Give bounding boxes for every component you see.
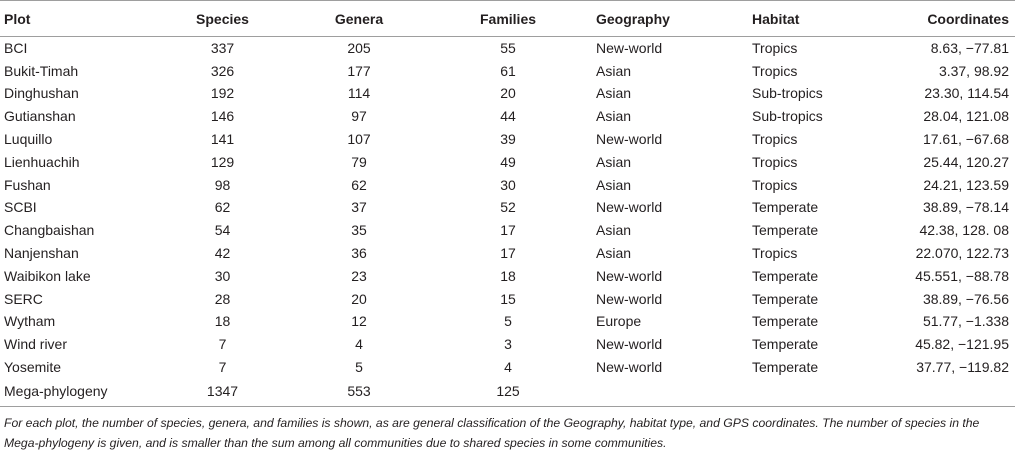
cell-geography: New-world	[596, 40, 663, 57]
cell-genera: 79	[351, 153, 367, 170]
cell-species: 7	[218, 336, 227, 353]
cell-plot: Mega-phylogeny	[4, 383, 108, 400]
table-row	[0, 356, 1015, 379]
table-row	[0, 128, 1015, 151]
table-caption: For each plot, the number of species, genera, and families is shown, as are general classification of the Geography, habitat type, and GPS coordinates. The number of species in the Mega-phylogeny is given, and is smaller than the sum among all communities due to shared species in some communities.	[4, 416, 980, 451]
cell-species: 62	[214, 199, 231, 216]
cell-species: 337	[210, 40, 235, 57]
cell-genera: 4	[355, 336, 363, 353]
cell-coordinates: 42.38, 128. 08	[919, 222, 1009, 239]
cell-genera: 107	[347, 131, 371, 148]
cell-habitat: Temperate	[752, 267, 819, 284]
cell-species: 30	[214, 267, 231, 284]
cell-geography: New-world	[596, 131, 663, 148]
cell-families: 52	[500, 199, 516, 216]
cell-families: 15	[500, 290, 516, 307]
cell-plot: Lienhuachih	[4, 153, 80, 170]
cell-families: 18	[500, 267, 516, 284]
cell-geography: Europe	[596, 313, 642, 330]
cell-plot: Yosemite	[4, 359, 62, 376]
cell-species: 54	[214, 222, 231, 239]
cell-species: 28	[214, 290, 231, 307]
table-row	[0, 196, 1015, 219]
cell-habitat: Temperate	[752, 290, 819, 307]
cell-plot: Nanjenshan	[4, 245, 79, 262]
cell-geography: Asian	[596, 222, 632, 239]
table-row	[0, 82, 1015, 105]
cell-genera: 177	[347, 62, 371, 79]
cell-plot: Luquillo	[4, 131, 53, 148]
cell-genera: 37	[351, 199, 367, 216]
header-families: Families	[479, 10, 537, 27]
cell-geography: Asian	[596, 176, 632, 193]
table-row	[0, 105, 1015, 128]
cell-coordinates: 51.77, −1.338	[922, 313, 1009, 330]
cell-geography: Asian	[596, 245, 632, 262]
table-row	[0, 59, 1015, 82]
table-row	[0, 287, 1015, 310]
cell-habitat: Tropics	[752, 62, 798, 79]
cell-species: 18	[214, 313, 231, 330]
cell-genera: 12	[351, 313, 367, 330]
cell-coordinates: 28.04, 121.08	[923, 108, 1009, 125]
cell-species: 129	[210, 153, 235, 170]
cell-plot: Dinghushan	[4, 85, 79, 102]
cell-geography: New-world	[596, 290, 663, 307]
cell-coordinates: 24.21, 123.59	[923, 176, 1009, 193]
header-species: Species	[196, 10, 249, 27]
cell-species: 7	[218, 359, 227, 376]
cell-families: 61	[500, 62, 516, 79]
cell-geography: Asian	[596, 62, 632, 79]
cell-genera: 36	[351, 245, 367, 262]
cell-habitat: Sub-tropics	[752, 108, 823, 125]
cell-families: 3	[504, 336, 512, 353]
table-row	[0, 37, 1015, 60]
header-plot: Plot	[4, 10, 31, 27]
cell-coordinates: 23.30, 114.54	[924, 85, 1009, 102]
cell-geography: Asian	[596, 153, 632, 170]
table-row	[0, 173, 1015, 196]
header-geography: Geography	[596, 10, 670, 27]
cell-genera: 20	[351, 290, 367, 307]
cell-coordinates: 8.63, −77.81	[930, 40, 1009, 57]
cell-habitat: Tropics	[752, 153, 798, 170]
cell-coordinates: 45.82, −121.95	[915, 336, 1009, 353]
cell-species: 146	[210, 108, 235, 125]
cell-coordinates: 38.89, −76.56	[922, 290, 1009, 307]
cell-habitat: Temperate	[752, 359, 819, 376]
cell-coordinates: 22.070, 122.73	[915, 245, 1009, 262]
cell-genera: 97	[351, 108, 367, 125]
header-coordinates: Coordinates	[927, 10, 1009, 27]
table-row	[0, 219, 1015, 242]
header-row	[0, 1, 1015, 37]
table-row	[0, 242, 1015, 265]
cell-families: 44	[500, 108, 516, 125]
cell-species: 1347	[206, 383, 239, 400]
cell-geography: New-world	[596, 199, 663, 216]
cell-species: 192	[210, 85, 235, 102]
cell-habitat: Tropics	[752, 176, 798, 193]
cell-habitat	[748, 378, 868, 404]
cell-geography: New-world	[596, 267, 663, 284]
cell-coordinates: 38.89, −78.14	[922, 199, 1009, 216]
cell-genera: 553	[347, 383, 371, 400]
cell-families: 49	[500, 153, 516, 170]
cell-plot: Wytham	[4, 313, 56, 330]
table-row	[0, 310, 1015, 333]
table-row	[0, 264, 1015, 287]
cell-coordinates: 17.61, −67.68	[922, 131, 1009, 148]
cell-geography: New-world	[596, 359, 663, 376]
cell-families: 55	[500, 40, 516, 57]
cell-coordinates	[868, 378, 1015, 404]
cell-coordinates: 3.37, 98.92	[938, 62, 1009, 79]
table-body	[0, 37, 1015, 405]
cell-geography: Asian	[596, 108, 632, 125]
cell-families: 17	[500, 222, 516, 239]
cell-species: 42	[214, 245, 231, 262]
cell-plot: BCI	[4, 40, 28, 57]
cell-habitat: Temperate	[752, 336, 819, 353]
cell-plot: Wind river	[4, 336, 68, 353]
table-row	[0, 333, 1015, 356]
table-header	[0, 1, 1015, 37]
cell-plot: Waibikon lake	[4, 267, 91, 284]
header-habitat: Habitat	[752, 10, 800, 27]
cell-geography	[588, 378, 748, 404]
cell-habitat: Temperate	[752, 222, 819, 239]
cell-plot: Bukit-Timah	[4, 62, 79, 79]
cell-families: 5	[504, 313, 512, 330]
cell-species: 98	[214, 176, 231, 193]
cell-plot: Fushan	[4, 176, 51, 193]
cell-genera: 62	[351, 176, 367, 193]
cell-habitat: Sub-tropics	[752, 85, 823, 102]
header-genera: Genera	[334, 10, 384, 27]
table-row	[0, 378, 1015, 404]
cell-coordinates: 45.551, −88.78	[915, 267, 1009, 284]
cell-species: 326	[210, 62, 235, 79]
cell-plot: Gutianshan	[4, 108, 76, 125]
cell-genera: 5	[355, 359, 363, 376]
cell-habitat: Tropics	[752, 245, 798, 262]
cell-habitat: Temperate	[752, 199, 819, 216]
cell-families: 4	[504, 359, 512, 376]
cell-geography: New-world	[596, 336, 663, 353]
cell-coordinates: 37.77, −119.82	[916, 359, 1009, 376]
cell-families: 20	[500, 85, 516, 102]
cell-plot: SERC	[4, 290, 43, 307]
cell-genera: 114	[347, 85, 371, 102]
cell-species: 141	[210, 131, 235, 148]
table-row	[0, 150, 1015, 173]
cell-genera: 205	[347, 40, 371, 57]
cell-plot: Changbaishan	[4, 222, 95, 239]
cell-genera: 35	[351, 222, 367, 239]
cell-families: 39	[500, 131, 516, 148]
cell-plot: SCBI	[4, 199, 37, 216]
cell-coordinates: 25.44, 120.27	[923, 153, 1009, 170]
cell-families: 30	[500, 176, 516, 193]
cell-geography: Asian	[596, 85, 632, 102]
cell-families: 125	[496, 383, 520, 400]
cell-genera: 23	[351, 267, 367, 284]
cell-habitat: Tropics	[752, 131, 798, 148]
cell-families: 17	[500, 245, 516, 262]
cell-habitat: Temperate	[752, 313, 819, 330]
cell-habitat: Tropics	[752, 40, 798, 57]
